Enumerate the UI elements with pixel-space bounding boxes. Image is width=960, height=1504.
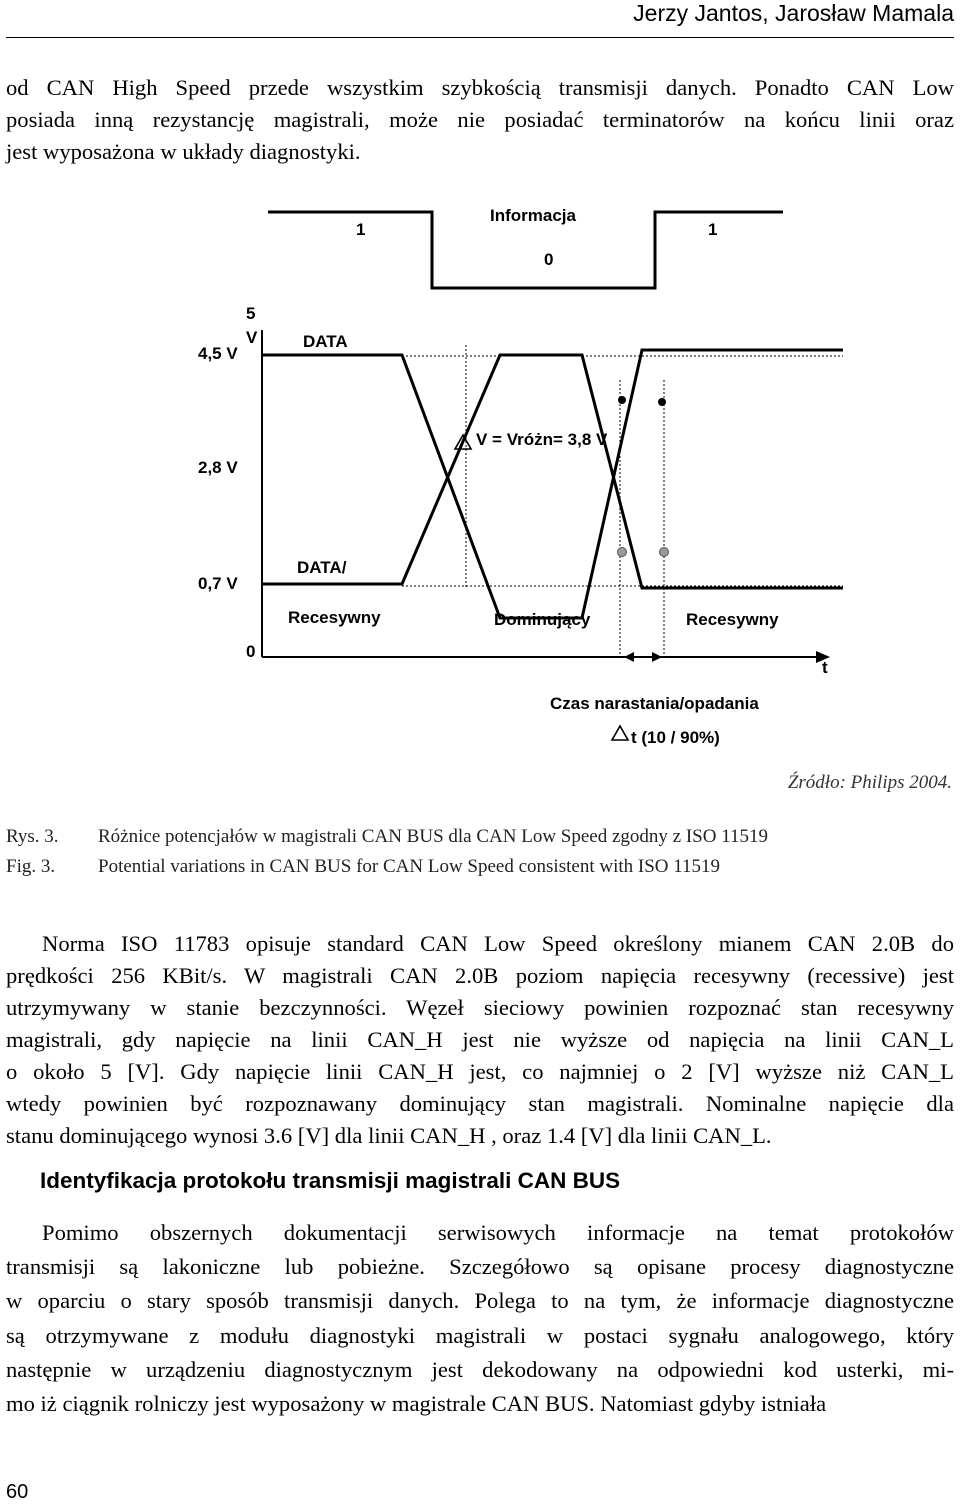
rise-time-arrow-right <box>652 652 662 662</box>
header-rule <box>6 37 954 38</box>
body-paragraph-norm-iso <box>6 928 954 1152</box>
time-axis-label: t <box>822 658 828 677</box>
delta-v-label: V = Vróżn= 3,8 V <box>476 430 608 449</box>
information-high-right-label: 1 <box>708 220 718 239</box>
data-signal-line <box>262 350 843 618</box>
text-line: w oparciu o stary sposób transmisji danych. Polega to na tym, że informacje diagnostyczne <box>6 1288 954 1314</box>
measure-point <box>660 548 669 557</box>
voltage-diagram <box>0 190 960 830</box>
information-high-left-label: 1 <box>356 220 366 239</box>
delta-t-symbol <box>612 726 628 740</box>
running-header-authors: Jerzy Jantos, Jarosław Mamala <box>633 0 954 26</box>
caption-text: Potential variations in CAN BUS for CAN Low Speed consistent with ISO 11519 <box>98 856 721 877</box>
text-line: prędkości 256 KBit/s. W magistrali CAN 2.0B poziom napięcia recesywny (recessive) jest <box>6 963 954 988</box>
caption-number: Fig. 3. <box>6 856 56 877</box>
dominant-label: Dominujący <box>494 610 591 629</box>
caption-number: Rys. 3. <box>6 826 59 847</box>
measure-point <box>658 398 666 406</box>
intro-paragraph <box>6 72 954 168</box>
rise-time-arrow-left <box>624 652 634 662</box>
text-line: utrzymywany w stanie bezczynności. Węzeł sieciowy powinien rozpoznać stan recesywny <box>6 995 954 1020</box>
axis-0-7v-label: 0,7 V <box>198 574 238 593</box>
axis-5v-label-bottom: V <box>246 328 258 347</box>
recessive-right-label: Recesywny <box>686 610 779 629</box>
axis-5v-label-top: 5 <box>246 304 256 323</box>
measure-point <box>618 396 626 404</box>
text-line: o około 5 [V]. Gdy napięcie linii CAN_H jest, co najmniej o 2 [V] wyższe niż CAN_L <box>6 1059 954 1084</box>
text-line: magistrali, gdy napięcie na linii CAN_H jest nie wyższe od napięcia na linii CAN_L <box>6 1027 954 1052</box>
measure-point <box>618 548 627 557</box>
axis-2-8v-label: 2,8 V <box>198 458 238 477</box>
can-low-speed-voltage-figure <box>0 190 960 830</box>
figure-caption-english <box>6 856 720 878</box>
rise-time-label: Czas narastania/opadania <box>550 694 759 713</box>
axis-origin-label: 0 <box>246 642 256 661</box>
data-bar-signal-line <box>262 355 843 588</box>
information-low-label: 0 <box>544 250 554 269</box>
delta-t-label: t (10 / 90%) <box>631 728 720 747</box>
axis-4-5v-label: 4,5 V <box>198 344 238 363</box>
text-line: wtedy powinien być rozpoznawany dominujący stan magistrali. Nominalne napięcie dla <box>6 1091 954 1116</box>
information-label: Informacja <box>490 206 576 225</box>
text-line: posiada inną rezystancję magistrali, może nie posiadać terminatorów na końcu linii oraz <box>6 107 954 132</box>
text-line: transmisji są lakoniczne lub pobieżne. Szczegółowo są opisane procesy diagnostyczne <box>6 1254 954 1280</box>
data-label: DATA <box>303 332 348 351</box>
figure-source-note: Źródło: Philips 2004. <box>787 772 952 793</box>
text-line: od CAN High Speed przede wszystkim szybkością transmisji danych. Ponadto CAN Low <box>6 75 954 100</box>
text-line: jest wyposażona w układy diagnostyki. <box>6 139 361 164</box>
figure-caption-polish <box>6 826 768 848</box>
data-bar-label: DATA/ <box>297 558 347 577</box>
text-line: mo iż ciągnik rolniczy jest wyposażony w magistrale CAN BUS. Natomiast gdyby istniała <box>6 1391 827 1417</box>
text-line: następnie w urządzeniu diagnostycznym jest dekodowany na odpowiedni kod usterki, mi- <box>6 1356 954 1382</box>
text-line: stanu dominującego wynosi 3.6 [V] dla linii CAN_H , oraz 1.4 [V] dla linii CAN_L. <box>6 1123 772 1148</box>
text-line: są otrzymywane z modułu diagnostyki magistrali w postaci sygnału analogowego, który <box>6 1322 954 1348</box>
page-number: 60 <box>6 1481 29 1503</box>
text-line: Norma ISO 11783 opisuje standard CAN Low Speed określony mianem CAN 2.0B do <box>42 931 954 956</box>
section-heading: Identyfikacja protokołu transmisji magistrali CAN BUS <box>40 1168 621 1193</box>
recessive-left-label: Recesywny <box>288 608 381 627</box>
text-line: Pomimo obszernych dokumentacji serwisowych informacje na temat protokołów <box>42 1220 954 1245</box>
caption-text: Różnice potencjałów w magistrali CAN BUS dla CAN Low Speed zgodny z ISO 11519 <box>98 826 769 847</box>
body-paragraph-protocol <box>6 1216 954 1421</box>
